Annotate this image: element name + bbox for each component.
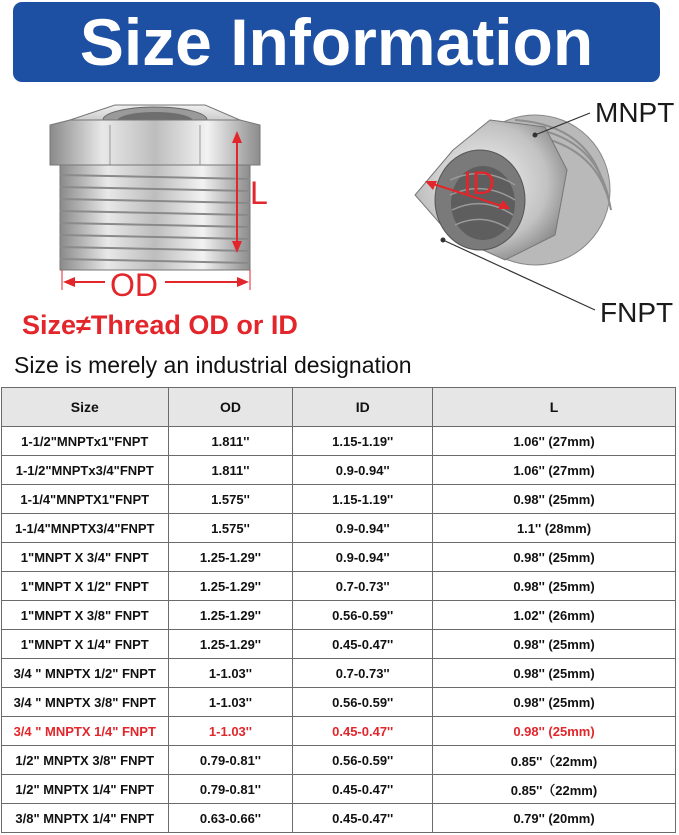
cell-size: 1-1/4"MNPTX1"FNPT (2, 485, 169, 514)
cell-id: 0.9-0.94'' (293, 543, 433, 572)
cell-l: 0.79'' (20mm) (433, 804, 676, 833)
length-label: L (250, 175, 268, 211)
cell-l: 0.98'' (25mm) (433, 543, 676, 572)
cell-od: 1.25-1.29'' (168, 601, 293, 630)
cell-size: 1-1/2"MNPTx1"FNPT (2, 427, 169, 456)
table-row (2, 746, 676, 775)
table-row (2, 688, 676, 717)
cell-size: 3/8" MNPTX 1/4" FNPT (2, 804, 169, 833)
cell-od: 1.811'' (168, 456, 293, 485)
cell-id: 0.9-0.94'' (293, 456, 433, 485)
cell-l: 1.02'' (26mm) (433, 601, 676, 630)
mnpt-label: MNPT (595, 97, 675, 128)
cell-l: 0.98'' (25mm) (433, 572, 676, 601)
cell-od: 1-1.03'' (168, 659, 293, 688)
cell-size: 1"MNPT X 1/2" FNPT (2, 572, 169, 601)
table-row (2, 572, 676, 601)
cell-size: 1"MNPT X 3/8" FNPT (2, 601, 169, 630)
table-row (2, 659, 676, 688)
cell-id: 0.9-0.94'' (293, 514, 433, 543)
cell-l: 0.85''（22mm) (433, 746, 676, 775)
cell-size: 1/2" MNPTX 1/4" FNPT (2, 775, 169, 804)
banner-title: Size Information (79, 5, 594, 79)
cell-l: 0.98'' (25mm) (433, 717, 676, 746)
table-row (2, 514, 676, 543)
table-row (2, 456, 676, 485)
table-row (2, 717, 676, 746)
cell-size: 3/4 " MNPTX 3/8" FNPT (2, 688, 169, 717)
cell-id: 1.15-1.19'' (293, 485, 433, 514)
header-od: OD (168, 388, 293, 427)
table-row (2, 427, 676, 456)
table-header-row (2, 388, 676, 427)
cell-size: 1-1/4"MNPTX3/4"FNPT (2, 514, 169, 543)
cell-od: 1-1.03'' (168, 717, 293, 746)
cell-size: 1-1/2"MNPTx3/4"FNPT (2, 456, 169, 485)
cell-l: 0.85''（22mm) (433, 775, 676, 804)
cell-od: 1.25-1.29'' (168, 543, 293, 572)
table-row (2, 630, 676, 659)
cell-od: 1.25-1.29'' (168, 630, 293, 659)
cell-od: 1.575'' (168, 485, 293, 514)
cell-od: 0.63-0.66'' (168, 804, 293, 833)
cell-l: 1.1'' (28mm) (433, 514, 676, 543)
size-not-thread-note: Size≠Thread OD or ID (22, 310, 298, 340)
cell-od: 1-1.03'' (168, 688, 293, 717)
cell-id: 0.56-0.59'' (293, 746, 433, 775)
cell-size: 3/4 " MNPTX 1/2" FNPT (2, 659, 169, 688)
table-body (2, 427, 676, 833)
cell-id: 0.45-0.47'' (293, 630, 433, 659)
bushing-side-image (15, 95, 345, 315)
cell-id: 0.45-0.47'' (293, 717, 433, 746)
cell-id: 0.7-0.73'' (293, 572, 433, 601)
table-row (2, 543, 676, 572)
cell-l: 1.06'' (27mm) (433, 456, 676, 485)
cell-l: 1.06'' (27mm) (433, 427, 676, 456)
cell-size: 3/4 " MNPTX 1/4" FNPT (2, 717, 169, 746)
bushing-end-view (395, 95, 675, 345)
table-row (2, 485, 676, 514)
cell-id: 0.45-0.47'' (293, 804, 433, 833)
cell-size: 1"MNPT X 3/4" FNPT (2, 543, 169, 572)
fnpt-label: FNPT (600, 297, 674, 328)
cell-l: 0.98'' (25mm) (433, 630, 676, 659)
size-table (1, 387, 676, 833)
id-label: ID (463, 165, 495, 201)
header-size: Size (2, 388, 169, 427)
cell-l: 0.98'' (25mm) (433, 485, 676, 514)
cell-od: 1.811'' (168, 427, 293, 456)
cell-id: 0.56-0.59'' (293, 601, 433, 630)
table-row (2, 775, 676, 804)
header-id: ID (293, 388, 433, 427)
cell-od: 0.79-0.81'' (168, 746, 293, 775)
table-row (2, 601, 676, 630)
cell-od: 1.25-1.29'' (168, 572, 293, 601)
cell-id: 1.15-1.19'' (293, 427, 433, 456)
bushing-side-view (15, 95, 345, 315)
cell-id: 0.45-0.47'' (293, 775, 433, 804)
od-label: OD (110, 267, 158, 303)
header-l: L (433, 388, 676, 427)
cell-size: 1/2" MNPTX 3/8" FNPT (2, 746, 169, 775)
cell-l: 0.98'' (25mm) (433, 688, 676, 717)
cell-od: 1.575'' (168, 514, 293, 543)
cell-od: 0.79-0.81'' (168, 775, 293, 804)
designation-note: Size is merely an industrial designation (14, 352, 412, 378)
cell-id: 0.56-0.59'' (293, 688, 433, 717)
title-banner (13, 2, 660, 82)
table-row (2, 804, 676, 833)
cell-id: 0.7-0.73'' (293, 659, 433, 688)
cell-size: 1"MNPT X 1/4" FNPT (2, 630, 169, 659)
cell-l: 0.98'' (25mm) (433, 659, 676, 688)
